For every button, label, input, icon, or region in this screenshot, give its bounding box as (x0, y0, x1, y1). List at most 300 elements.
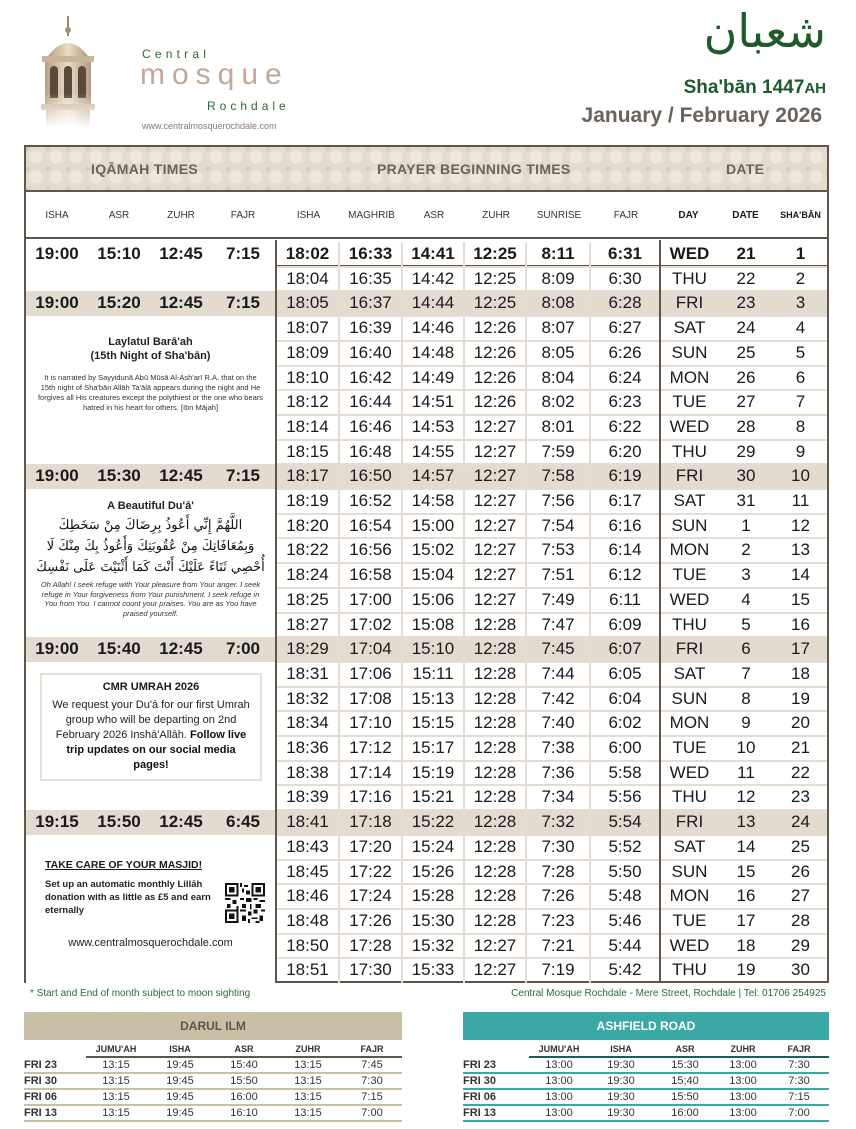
cell-date: 6 (741, 639, 751, 659)
branch-time: 13:15 (102, 1091, 130, 1103)
cell-day: TUE (672, 565, 707, 585)
col-day: DAY (678, 210, 699, 221)
cell-asr: 14:48 (403, 341, 465, 366)
cell-zuhr: 12:28 (465, 736, 527, 761)
cell-fajr: 6:30 (608, 268, 642, 288)
cell-zuhr: 12:25 (465, 291, 527, 316)
logo-text-rochdale: Rochdale (207, 99, 290, 113)
cell-day: WED (669, 416, 710, 436)
cell-sunrise: 7:30 (527, 835, 591, 860)
cell-date: 22 (736, 268, 756, 288)
cell-zuhr: 12:26 (465, 341, 527, 366)
cell-zuhr: 12:28 (465, 687, 527, 712)
prayer-timetable (24, 145, 829, 983)
row-separator (661, 760, 827, 762)
cell-zuhr: 12:28 (465, 711, 527, 736)
cell-zuhr: 12:27 (465, 958, 527, 983)
cell-maghrib: 16:48 (340, 440, 403, 465)
branch-day: FRI 30 (463, 1075, 497, 1087)
cell-sunrise: 7:47 (527, 613, 591, 638)
row-separator (661, 957, 827, 959)
cell-maghrib: 17:04 (340, 637, 403, 662)
cell-day: SAT (673, 491, 706, 510)
iqamah-row (26, 464, 275, 489)
iqamah-blank (26, 440, 275, 465)
branch-day: FRI 13 (24, 1107, 58, 1119)
row-separator (661, 661, 827, 663)
cell-hijri: 3 (795, 293, 806, 313)
iqamah-zuhr: 12:45 (159, 293, 203, 313)
row-separator (277, 957, 659, 959)
cell-date: 17 (736, 910, 756, 930)
row-separator (661, 315, 827, 317)
cell-day: SAT (673, 663, 706, 683)
row-separator (277, 760, 659, 762)
branch-col-isha: ISHA (169, 1044, 191, 1054)
cell-isha: 18:05 (277, 291, 340, 316)
cell-maghrib: 16:40 (340, 341, 403, 366)
cell-day: WED (669, 762, 710, 782)
cell-day: WED (669, 935, 710, 955)
row-separator (277, 587, 659, 589)
cell-fajr: 6:02 (608, 713, 642, 733)
branch-time: 7:30 (361, 1075, 383, 1087)
cell-hijri: 1 (795, 244, 806, 263)
cell-sunrise: 7:59 (527, 440, 591, 465)
row-separator (661, 587, 827, 589)
cell-hijri: 26 (791, 861, 810, 881)
cell-asr: 15:32 (403, 934, 465, 959)
cell-isha: 18:48 (277, 909, 340, 934)
col-begin-isha: ISHA (296, 210, 321, 221)
row-separator (277, 661, 659, 663)
cell-sunrise: 8:04 (527, 366, 591, 391)
cell-isha: 18:24 (277, 563, 340, 588)
cell-date: 26 (736, 367, 756, 387)
cell-isha: 18:14 (277, 415, 340, 440)
col-iqamah-asr: ASR (108, 210, 130, 221)
band-iqamah-times: IQĀMAH TIMES (91, 161, 199, 177)
row-separator (277, 908, 659, 910)
cell-hijri: 13 (791, 540, 810, 560)
cell-asr: 15:15 (403, 711, 465, 736)
branch-header (24, 1040, 402, 1058)
branch-table-ashfield-road (463, 1012, 829, 1122)
cell-fajr: 6:00 (608, 738, 642, 757)
cell-sunrise: 7:53 (527, 538, 591, 563)
cell-asr: 15:11 (403, 662, 465, 687)
cell-maghrib: 16:44 (340, 390, 403, 415)
cell-fajr: 5:42 (608, 960, 642, 980)
row-separator (277, 809, 659, 811)
row-separator (277, 537, 659, 539)
row-separator (661, 686, 827, 688)
cell-sunrise: 7:28 (527, 860, 591, 885)
note-laylatul-baraah (26, 335, 275, 413)
column-headers (26, 194, 827, 239)
branch-day: FRI 13 (463, 1107, 497, 1119)
col-iqamah-fajr: FAJR (230, 210, 256, 221)
branch-time: 7:15 (361, 1091, 383, 1103)
cell-hijri: 9 (795, 441, 806, 461)
cell-maghrib: 17:22 (340, 860, 403, 885)
cell-fajr: 6:16 (608, 515, 642, 535)
cell-asr: 15:10 (403, 637, 465, 662)
cell-day: SAT (673, 836, 706, 856)
cell-zuhr: 12:25 (465, 242, 527, 267)
divider-date (659, 240, 661, 983)
branch-time: 13:00 (729, 1091, 757, 1103)
dua-arabic: اللَّهُمَّ إِنِّي أَعُوذُ بِرِضَاكَ مِنْ سَخَطِكَ وَبِمُعَافَاتِكَ مِنْ عُقُوبَتِكَ وَأَعُوذُ بِكَ مِنْكَ لَا أُحْصِي ثَنَاءً عَلَيْكَ أَنْتَ كَمَا أَثْنَيْتَ عَلَى نَفْسِكَ (36, 518, 265, 575)
cell-maghrib: 16:33 (340, 242, 403, 267)
row-separator (277, 340, 659, 342)
row-separator (277, 439, 659, 441)
cell-fajr: 5:52 (608, 836, 642, 856)
cell-day: SUN (671, 515, 708, 535)
branch-time: 15:50 (230, 1075, 258, 1087)
cell-fajr: 6:31 (607, 244, 643, 263)
dua-translation: Oh Allah! I seek refuge with Your pleasure from Your anger. I seek refuge in Your forgiveness from Your punishment. I seek refuge in You from You. I cannot count your praises. You are as You have praised yourself. (40, 580, 261, 618)
cell-isha: 18:09 (277, 341, 340, 366)
branch-row (24, 1074, 402, 1090)
branch-col-jumuah: JUMU'AH (95, 1044, 137, 1054)
cell-zuhr: 12:27 (465, 514, 527, 539)
iqamah-fajr: 6:45 (225, 812, 261, 832)
cell-day: FRI (675, 639, 704, 659)
branch-title: ASHFIELD ROAD (463, 1012, 829, 1040)
cell-fajr: 6:23 (608, 392, 642, 412)
branch-time: 13:15 (102, 1107, 130, 1119)
iqamah-zuhr: 12:45 (159, 639, 203, 659)
cell-day: MON (669, 540, 710, 560)
row-separator (661, 612, 827, 614)
branch-time: 15;40 (671, 1075, 699, 1087)
gregorian-month-title: January / February 2026 (581, 104, 822, 127)
row-separator (277, 710, 659, 712)
cell-isha: 18:39 (277, 785, 340, 810)
cell-maghrib: 16:54 (340, 514, 403, 539)
row-separator (661, 488, 827, 490)
row-separator (661, 513, 827, 515)
row-separator (277, 488, 659, 490)
cell-hijri: 21 (791, 738, 810, 757)
branch-time: 13:00 (545, 1075, 573, 1087)
cell-date: 16 (736, 886, 756, 906)
cell-zuhr: 12:26 (465, 366, 527, 391)
cell-hijri: 19 (791, 688, 810, 708)
iqamah-isha: 19:00 (35, 244, 79, 263)
cell-maghrib: 17:18 (340, 810, 403, 835)
row-rule (24, 1120, 402, 1122)
branch-time: 13:15 (294, 1059, 322, 1071)
moon-sighting-footnote: * Start and End of month subject to moon sighting (30, 988, 251, 999)
dua-title: A Beautiful Du'ā' (107, 500, 194, 512)
cell-hijri: 10 (791, 466, 810, 486)
cell-hijri: 24 (791, 812, 810, 832)
branch-day: FRI 30 (24, 1075, 58, 1087)
branch-col-asr: ASR (234, 1044, 254, 1054)
logo-url: www.centralmosquerochdale.com (142, 121, 277, 131)
cell-date: 15 (736, 861, 756, 881)
cell-zuhr: 12:27 (465, 415, 527, 440)
branch-rows (24, 1058, 402, 1122)
branch-header (463, 1040, 829, 1058)
cell-date: 7 (741, 663, 751, 683)
cell-isha: 18:17 (277, 464, 340, 489)
cell-sunrise: 8:07 (527, 316, 591, 341)
cell-sunrise: 7:40 (527, 711, 591, 736)
cell-maghrib: 16:56 (340, 538, 403, 563)
col-begin-sunrise: SUNRISE (536, 210, 582, 221)
branch-time: 7:30 (788, 1059, 810, 1071)
cell-hijri: 14 (791, 565, 810, 585)
cell-maghrib: 16:50 (340, 464, 403, 489)
cell-fajr: 6:14 (608, 540, 642, 560)
umrah-title: CMR UMRAH 2026 (102, 681, 200, 693)
cell-fajr: 5:54 (608, 812, 642, 832)
cell-fajr: 6:27 (608, 318, 642, 338)
iqamah-zuhr: 12:45 (159, 244, 203, 263)
cell-date: 28 (736, 416, 756, 436)
cell-maghrib: 16:35 (340, 267, 403, 292)
row-separator (277, 513, 659, 515)
cell-date: 18 (736, 935, 756, 955)
row-separator (277, 389, 659, 391)
cell-date: 30 (736, 466, 756, 486)
umrah-follow-text: Follow live trip updates on our social media pages! (66, 729, 247, 771)
cell-hijri: 17 (791, 639, 810, 659)
row-rule (463, 1120, 829, 1122)
cell-zuhr: 12:28 (465, 810, 527, 835)
cell-date: 11 (737, 762, 755, 782)
cell-day: TUE (672, 738, 707, 757)
branch-col-zuhr: ZUHR (295, 1044, 321, 1054)
cell-asr: 15:04 (403, 563, 465, 588)
minaret-icon (38, 12, 98, 128)
row-separator (277, 562, 659, 564)
cell-maghrib: 17:12 (340, 736, 403, 761)
row-separator (277, 463, 659, 465)
cell-date: 9 (741, 713, 751, 733)
note-dua (26, 499, 275, 618)
cell-asr: 14:53 (403, 415, 465, 440)
cell-fajr: 6:09 (608, 614, 642, 634)
iqamah-row (26, 637, 275, 662)
cell-zuhr: 12:28 (465, 761, 527, 786)
cell-zuhr: 12:28 (465, 884, 527, 909)
iqamah-isha: 19:00 (35, 293, 79, 313)
cell-zuhr: 12:27 (465, 538, 527, 563)
cell-isha: 18:02 (277, 242, 340, 267)
row-separator (661, 537, 827, 539)
col-begin-zuhr: ZUHR (482, 210, 510, 221)
cell-isha: 18:46 (277, 884, 340, 909)
cell-maghrib: 16:39 (340, 316, 403, 341)
cell-date: 14 (736, 836, 756, 856)
iqamah-isha: 19:00 (35, 466, 79, 486)
cell-asr: 14:57 (403, 464, 465, 489)
band-prayer-beginning-times: PRAYER BEGINNING TIMES (377, 161, 571, 177)
cell-day: SUN (671, 342, 708, 362)
cell-sunrise: 7:21 (527, 934, 591, 959)
cell-day: SUN (671, 688, 708, 708)
cell-zuhr: 12:27 (465, 563, 527, 588)
cell-fajr: 6:04 (608, 688, 642, 708)
iqamah-fajr: 7:15 (225, 466, 261, 486)
branch-row (463, 1106, 829, 1122)
cell-asr: 14:41 (403, 242, 465, 267)
cell-isha: 18:27 (277, 613, 340, 638)
cell-fajr: 5:50 (608, 861, 642, 881)
branch-time: 13:00 (729, 1059, 757, 1071)
iqamah-fajr: 7:15 (225, 293, 261, 313)
cell-zuhr: 12:28 (465, 613, 527, 638)
cell-zuhr: 12:26 (465, 390, 527, 415)
cell-maghrib: 16:37 (340, 291, 403, 316)
row-separator (277, 883, 659, 885)
cell-hijri: 2 (795, 268, 806, 288)
branch-time: 13:00 (545, 1107, 573, 1119)
cell-hijri: 15 (791, 589, 810, 609)
cell-sunrise: 8:01 (527, 415, 591, 440)
cell-maghrib: 17:10 (340, 711, 403, 736)
cell-day: THU (672, 614, 707, 634)
row-separator (277, 784, 659, 786)
col-iqamah-isha: ISHA (45, 210, 69, 221)
cell-sunrise: 7:36 (527, 761, 591, 786)
cell-zuhr: 12:27 (465, 588, 527, 613)
branch-time: 7:30 (788, 1075, 810, 1087)
cell-isha: 18:45 (277, 860, 340, 885)
cell-date: 23 (736, 293, 756, 313)
cell-date: 5 (741, 614, 751, 634)
cell-day: FRI (675, 812, 704, 832)
cell-date: 29 (736, 441, 756, 461)
cell-asr: 15:33 (403, 958, 465, 983)
iqamah-row (26, 810, 275, 835)
cell-isha: 18:04 (277, 267, 340, 292)
cell-date: 3 (741, 565, 751, 585)
cell-hijri: 27 (791, 886, 810, 906)
cell-maghrib: 17:26 (340, 909, 403, 934)
cell-maghrib: 16:42 (340, 366, 403, 391)
branch-row (24, 1058, 402, 1074)
cell-sunrise: 7:26 (527, 884, 591, 909)
cell-zuhr: 12:28 (465, 835, 527, 860)
baraah-title-2: (15th Night of Sha'bān) (90, 350, 211, 362)
cell-sunrise: 7:49 (527, 588, 591, 613)
branch-time: 15:30 (671, 1059, 699, 1071)
cell-asr: 14:44 (403, 291, 465, 316)
cell-date: 31 (736, 491, 756, 510)
cell-isha: 18:41 (277, 810, 340, 835)
cell-fajr: 6:24 (608, 367, 642, 387)
iqamah-asr: 15:10 (97, 244, 141, 263)
cell-zuhr: 12:25 (465, 267, 527, 292)
cell-hijri: 12 (791, 515, 810, 535)
cell-day: TUE (672, 392, 707, 412)
cell-fajr: 6:20 (608, 441, 642, 461)
row-separator (661, 784, 827, 786)
cell-hijri: 22 (791, 762, 810, 782)
cell-zuhr: 12:27 (465, 934, 527, 959)
iqamah-fajr: 7:00 (225, 639, 261, 659)
cell-fajr: 6:28 (608, 293, 642, 313)
branch-time: 13:15 (102, 1075, 130, 1087)
col-begin-fajr: FAJR (613, 210, 639, 221)
cell-maghrib: 17:08 (340, 687, 403, 712)
cell-isha: 18:34 (277, 711, 340, 736)
branch-day: FRI 23 (24, 1059, 58, 1071)
row-separator (277, 834, 659, 836)
row-separator (277, 612, 659, 614)
cell-sunrise: 7:34 (527, 785, 591, 810)
cell-sunrise: 7:54 (527, 514, 591, 539)
cell-isha: 18:20 (277, 514, 340, 539)
row-separator (661, 735, 827, 737)
col-hijri-date: SHA'BĀN (780, 210, 821, 220)
cell-fajr: 5:44 (608, 935, 642, 955)
cell-sunrise: 7:23 (527, 909, 591, 934)
cell-isha: 18:07 (277, 316, 340, 341)
branch-time: 15:50 (671, 1091, 699, 1103)
branch-time: 16:00 (671, 1107, 699, 1119)
cell-day: SUN (671, 861, 708, 881)
branch-col-zuhr: ZUHR (730, 1044, 756, 1054)
branch-col-jumuah: JUMU'AH (538, 1044, 580, 1054)
umrah-body: We request your Du'ā for our first Umrah group who will be departing on 2nd February 2026 Inshā'Allāh. (52, 699, 250, 741)
qr-code-icon[interactable] (225, 883, 265, 923)
cell-sunrise: 8:05 (527, 341, 591, 366)
cell-asr: 14:46 (403, 316, 465, 341)
cell-sunrise: 8:08 (527, 291, 591, 316)
cell-hijri: 5 (795, 342, 806, 362)
branch-time: 13:00 (729, 1075, 757, 1087)
cell-hijri: 6 (795, 367, 806, 387)
cell-asr: 15:19 (403, 761, 465, 786)
cell-isha: 18:38 (277, 761, 340, 786)
branch-time: 19:30 (607, 1107, 635, 1119)
cell-isha: 18:19 (277, 489, 340, 514)
branch-row (24, 1090, 402, 1106)
donate-url[interactable]: www.centralmosquerochdale.com (68, 937, 233, 949)
cell-date: 1 (741, 515, 751, 535)
logo-text-mosque: mosque (140, 58, 289, 91)
branch-time: 13:15 (102, 1059, 130, 1071)
cell-day: FRI (675, 466, 704, 486)
cell-sunrise: 8:11 (527, 242, 591, 267)
branch-table-darul-ilm (24, 1012, 402, 1122)
iqamah-isha: 19:00 (35, 639, 79, 659)
branch-time: 19:45 (166, 1091, 194, 1103)
cell-fajr: 6:07 (608, 639, 642, 659)
iqamah-asr: 15:50 (97, 812, 141, 832)
branch-time: 13:00 (545, 1091, 573, 1103)
cell-asr: 15:24 (403, 835, 465, 860)
cell-isha: 18:25 (277, 588, 340, 613)
cell-sunrise: 7:19 (527, 958, 591, 983)
row-separator (661, 290, 827, 292)
cell-date: 4 (741, 589, 751, 609)
cell-hijri: 7 (795, 392, 806, 412)
cell-asr: 15:26 (403, 860, 465, 885)
cell-asr: 14:58 (403, 489, 465, 514)
cell-day: SAT (673, 318, 706, 338)
branch-title: DARUL ILM (24, 1012, 402, 1040)
cell-day: THU (672, 787, 707, 807)
cell-asr: 14:51 (403, 390, 465, 415)
cell-sunrise: 7:45 (527, 637, 591, 662)
